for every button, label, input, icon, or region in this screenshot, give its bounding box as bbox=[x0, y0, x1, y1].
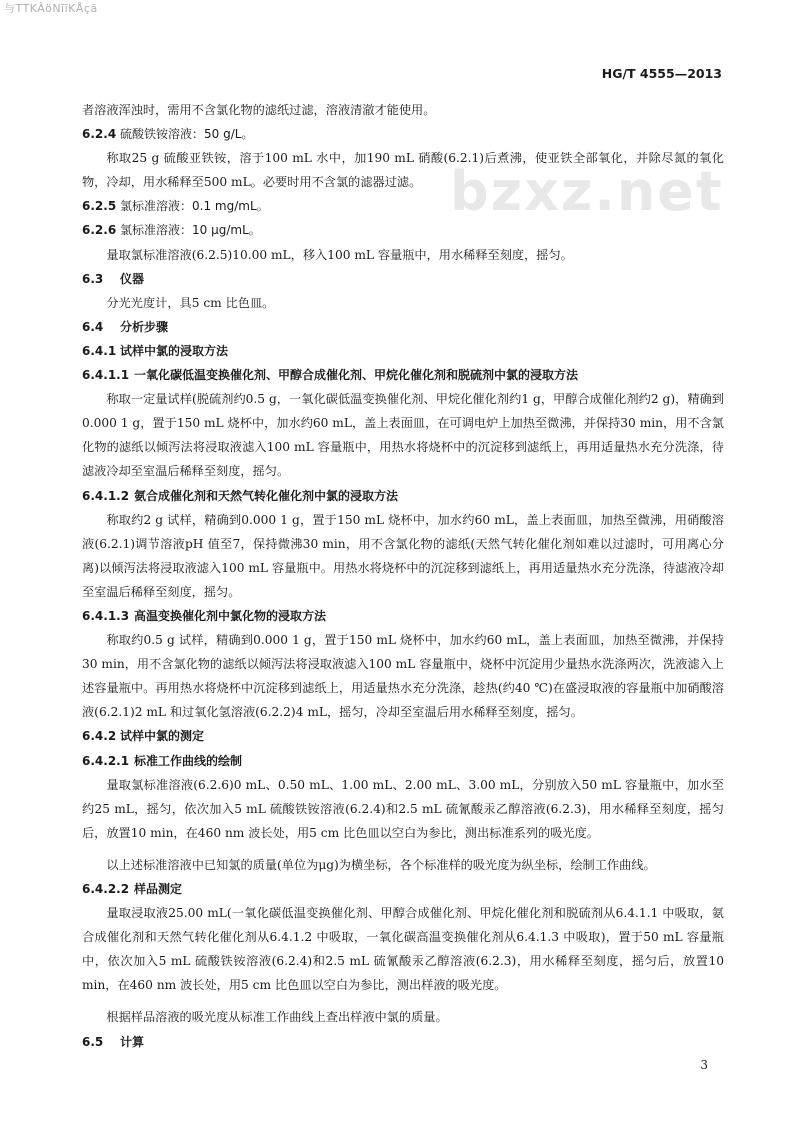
section-number: 6.4.2.1 bbox=[82, 753, 130, 768]
section-text: 试样中氯的浸取方法 bbox=[120, 343, 229, 358]
paragraph: 量取浸取液25.00 mL(一氧化碳低温变换催化剂、甲醇合成催化剂、甲烷化催化剂和脱硫剂从6.4.1.1 中吸取，氨合成催化剂和天然气转化催化剂从6.4.1.2 中吸取，一氧化碳高温变换催化剂从6.4.1.3 中吸取)，置于50 mL 容量瓶中，依次加入5 mL 硫酸铁铵溶液(6.2.4)和2.5 mL 硫氰酸汞乙醇溶液(6.2.3)，用水稀释至刻度，摇匀后，放置10 min，在460 nm 波长处，用5 cm 比色皿以空白为参比，测出样液的吸光度。 bbox=[82, 906, 724, 993]
section-heading bbox=[82, 724, 724, 748]
section-text: 标准工作曲线的绘制 bbox=[134, 753, 243, 768]
section-heading bbox=[82, 315, 724, 339]
section-number: 6.3 bbox=[82, 271, 104, 286]
watermark: bzxz.net bbox=[450, 160, 724, 223]
section-text: 氨合成催化剂和天然气转化催化剂中氯的浸取方法 bbox=[134, 488, 399, 503]
document-body bbox=[82, 98, 724, 1054]
section-heading bbox=[82, 877, 724, 901]
section-number: 6.4.1.1 bbox=[82, 368, 130, 383]
paragraph: 称取一定量试样(脱硫剂约0.5 g，一氧化碳低温变换催化剂、甲烷化催化剂约1 g，甲醇合成催化剂约2 g)，精确到0.000 1 g，置于150 mL 烧杯中，加水约60 mL，盖上表面皿，在可调电炉上加热至微沸，并保持30 min，用不含氯化物的滤纸以倾泻法将浸取液滤入100 mL 容量瓶中，用热水将烧杯中的沉淀移到滤纸上，再用适量热水充分洗涤，待滤液冷却至室温后稀释至刻度，摇匀。 bbox=[82, 392, 724, 479]
paragraph: 量取氯标准溶液(6.2.6)0 mL、0.50 mL、1.00 mL、2.00 mL、3.00 mL，分别放入50 mL 容量瓶中，加水至约25 mL，摇匀，依次加入5 mL 硫酸铁铵溶液(6.2.4)和2.5 mL 硫氰酸汞乙醇溶液(6.2.3)，用水稀释至刻度，摇匀后，放置10 min，在460 nm 波长处，用5 cm 比色皿以空白为参比，测出标准系列的吸光度。 bbox=[82, 777, 724, 840]
section-heading bbox=[82, 604, 724, 628]
section-heading bbox=[82, 1030, 724, 1054]
section-number: 6.4.1.3 bbox=[82, 608, 130, 623]
clause bbox=[82, 194, 724, 218]
paragraph: 以上述标准溶液中已知氯的质量(单位为μg)为横坐标，各个标准样的吸光度为纵坐标，绘制工作曲线。 bbox=[106, 857, 656, 872]
section-number: 6.4 bbox=[82, 319, 104, 334]
paragraph: 根据样品溶液的吸光度从标准工作曲线上查出样液中氯的质量。 bbox=[106, 1010, 448, 1025]
section-text: 氯标准溶液：0.1 mg/mL。 bbox=[120, 199, 269, 214]
section-heading bbox=[82, 339, 724, 363]
paragraph: 者溶液浑浊时，需用不含氯化物的滤纸过滤，溶液清澈才能使用。 bbox=[82, 103, 436, 117]
section-heading bbox=[82, 484, 724, 508]
section-text: 一氧化碳低温变换催化剂、甲醇合成催化剂、甲烷化催化剂和脱硫剂中氯的浸取方法 bbox=[134, 368, 579, 383]
section-text: 计算 bbox=[120, 1034, 145, 1049]
section-text: 氯标准溶液：10 μg/mL。 bbox=[120, 223, 261, 238]
paragraph: 量取氯标准溶液(6.2.5)10.00 mL，移入100 mL 容量瓶中，用水稀释至刻度，摇匀。 bbox=[106, 247, 573, 262]
section-number: 6.2.4 bbox=[82, 127, 117, 142]
paragraph: 称取约2 g 试样，精确到0.000 1 g，置于150 mL 烧杯中，加水约60 mL，盖上表面皿，加热至微沸，用硝酸溶液(6.2.1)调节溶液pH 值至7，保持微沸30 min，用不含氯化物的滤纸(天然气转化催化剂如难以过滤时，可用离心分离)以倾泻法将浸取液滤入100 mL 容量瓶中。用热水将烧杯中的沉淀移到滤纸上，再用适量热水充分洗涤，待滤液冷却至室温后稀释至刻度，摇匀。 bbox=[82, 512, 724, 599]
paragraph: 称取25 g 硫酸亚铁铵，溶于100 mL 水中，加190 mL 硝酸(6.2.1)后煮沸，使亚铁全部氧化，并除尽氮的氧化物，冷却，用水稀释至500 mL。必要时用不含氯的滤器过滤。 bbox=[82, 151, 724, 190]
section-heading bbox=[82, 267, 724, 291]
section-number: 6.4.2.2 bbox=[82, 882, 130, 896]
section-text: 试样中氯的测定 bbox=[120, 729, 205, 744]
standard-code: HG/T 4555—2013 bbox=[601, 66, 722, 81]
paragraph: 称取约0.5 g 试样，精确到0.000 1 g，置于150 mL 烧杯中，加水约60 mL，盖上表面皿，加热至微沸，并保持30 min，用不含氯化物的滤纸以倾泻法将浸取液滤入100 mL 容量瓶中，烧杯中沉淀用少量热水洗涤两次，洗液滤入上述容量瓶中。再用热水将烧杯中沉淀移到滤纸上，用适量热水充分洗涤，趁热(约40 ℃)在盛浸取液的容量瓶中加硝酸溶液(6.2.1)2 mL 和过氧化氢溶液(6.2.2)4 mL，摇匀，冷却至室温后用水稀释至刻度，摇匀。 bbox=[82, 633, 724, 720]
section-text: 硫酸铁铵溶液：50 g/L。 bbox=[120, 127, 254, 142]
paragraph-gap bbox=[82, 997, 724, 1005]
section-text: 分析步骤 bbox=[120, 319, 169, 334]
section-number: 6.2.6 bbox=[82, 223, 117, 238]
clause bbox=[82, 122, 724, 146]
section-text: 样品测定 bbox=[134, 882, 183, 896]
section-number: 6.4.1 bbox=[82, 343, 117, 358]
section-text: 高温变换催化剂中氯化物的浸取方法 bbox=[134, 608, 327, 623]
section-heading bbox=[82, 363, 724, 387]
clause bbox=[82, 218, 724, 242]
site-logo: 与TTKÂöNīīKÅçā bbox=[4, 2, 98, 15]
section-number: 6.4.2 bbox=[82, 729, 117, 744]
section-number: 6.4.1.2 bbox=[82, 488, 130, 503]
section-number: 6.5 bbox=[82, 1034, 104, 1049]
section-text: 仪器 bbox=[120, 271, 145, 286]
page-number: 3 bbox=[700, 1058, 708, 1072]
section-heading bbox=[82, 749, 724, 773]
paragraph: 分光光度计，具5 cm 比色皿。 bbox=[106, 295, 275, 310]
section-number: 6.2.5 bbox=[82, 199, 117, 214]
paragraph-gap bbox=[82, 845, 724, 853]
